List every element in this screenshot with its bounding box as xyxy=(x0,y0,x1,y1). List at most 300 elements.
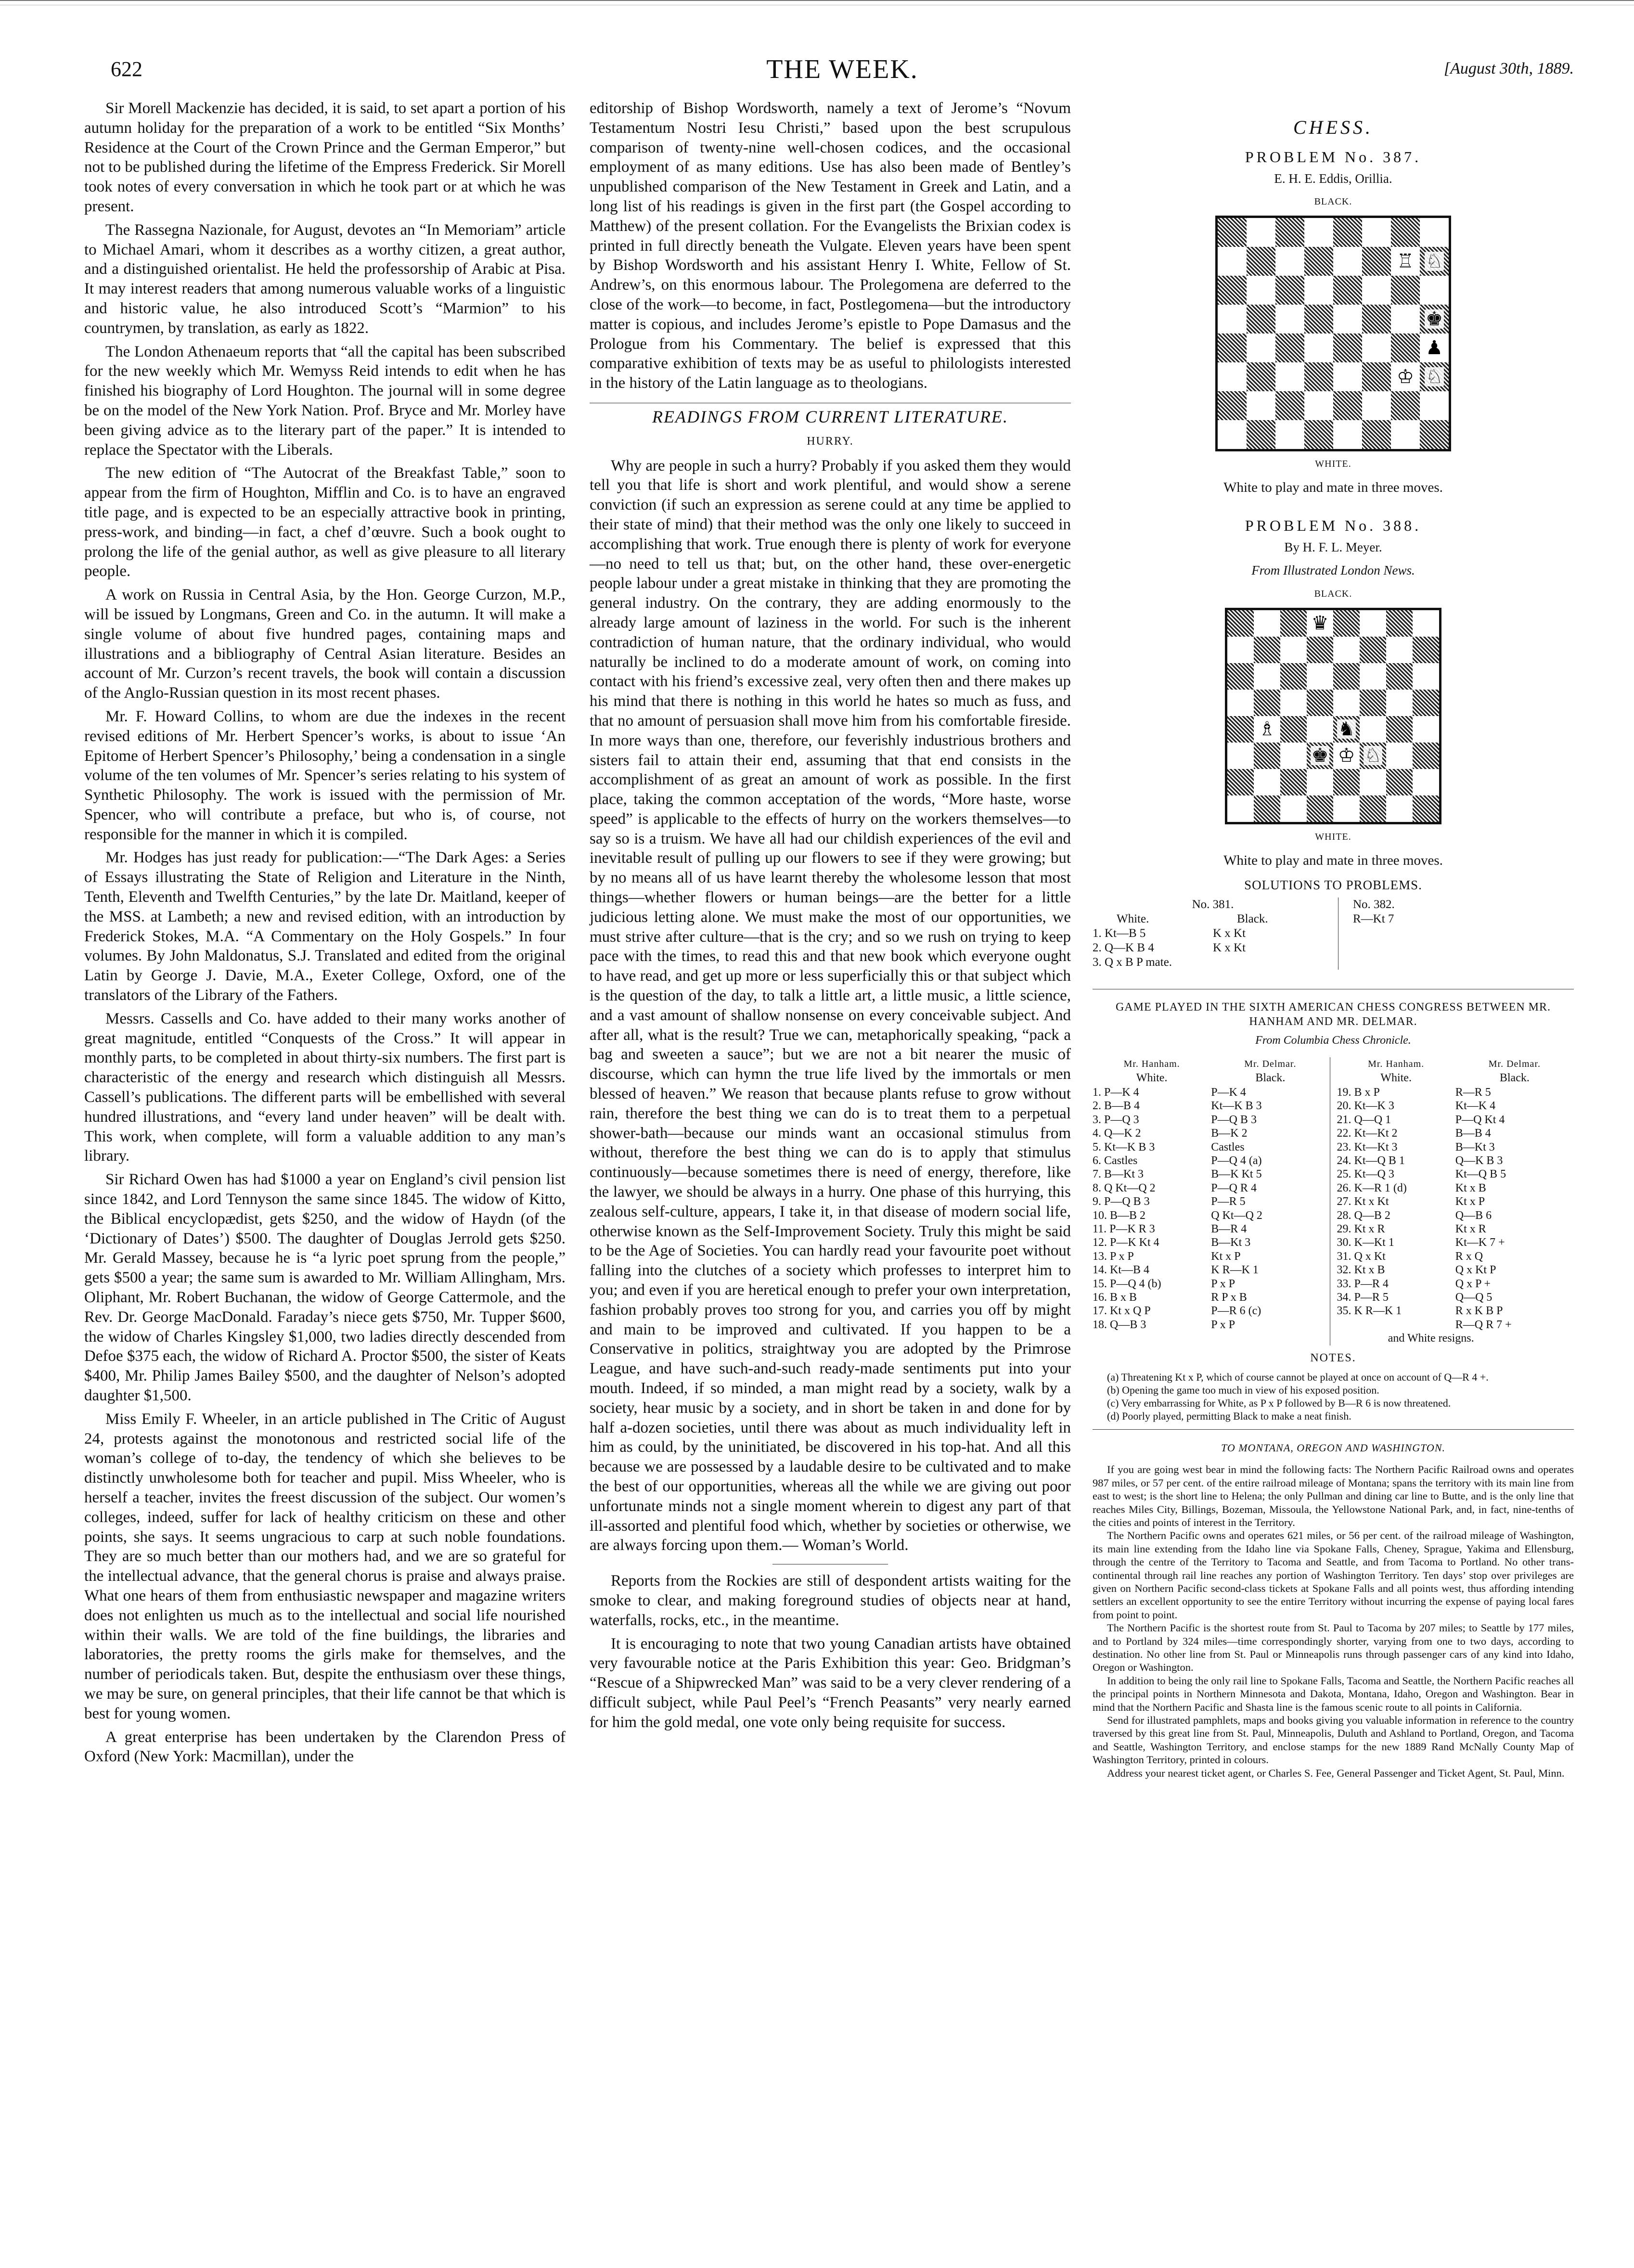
moves-white-2 xyxy=(1337,1057,1455,1345)
board-square xyxy=(1275,247,1304,276)
board-square xyxy=(1420,218,1449,247)
board-square xyxy=(1218,420,1247,449)
board-square xyxy=(1333,637,1360,663)
board-square xyxy=(1333,743,1360,769)
move: 32. Kt x B xyxy=(1337,1264,1385,1277)
paragraph-canadian-artists: It is encouraging to note that two young Canadian artists have obtained very favourable notice at the Paris Exhibition this year: Geo. Bridgman’s “Rescue of a Shipwrecked Man” was said to be a very clever rendering of a difficult subject, while Paul Peel’s “French Peasants” very nearly earned for him the gold medal, one vote only being requisite for success. xyxy=(590,1635,1071,1731)
white-bishop-icon: ♗ xyxy=(1258,718,1276,741)
solution-381 xyxy=(1093,897,1338,970)
board-square xyxy=(1413,610,1439,637)
move: R x Q xyxy=(1455,1250,1483,1263)
problem-387-author: E. H. E. Eddis, Orillia. xyxy=(1274,171,1392,186)
board-square xyxy=(1247,333,1275,362)
move: 29. Kt x R xyxy=(1337,1223,1385,1236)
move: Q x Kt P xyxy=(1455,1264,1496,1277)
board-square xyxy=(1386,743,1413,769)
board-square xyxy=(1254,610,1280,637)
advert-paragraph: The Northern Pacific is the shortest route from St. Paul to Tacoma by 207 miles; to Seattle by 177 miles, and to Portland by 324 miles—time correspondingly shorter, varying from one to two days, according to destination. No other line from St. Paul or Minneapolis runs through passenger cars of any kind into Idaho, Oregon or Washington. xyxy=(1093,1622,1574,1674)
note-c: (c) Very embarrassing for White, as P x P followed by B—R 6 is now threatened. xyxy=(1107,1397,1451,1409)
board-square xyxy=(1413,795,1439,822)
advert-heading: TO MONTANA, OREGON AND WASHINGTON. xyxy=(1093,1429,1574,1458)
board-square xyxy=(1218,391,1247,420)
board-square xyxy=(1280,743,1307,769)
note-b: (b) Opening the game too much in view of his exposed position. xyxy=(1107,1384,1379,1397)
board-square xyxy=(1420,362,1449,391)
move: 9. P—Q B 3 xyxy=(1093,1195,1150,1208)
black-move-list xyxy=(1211,1086,1329,1332)
board-square xyxy=(1333,391,1362,420)
paragraph-rassegna: The Rassegna Nazionale, for August, devotes an “In Memoriam” article to Michael Amari, whom it describes as a worthy citizen, a great author, and a distinguished orientalist. He held the professorship of Arabic at Pisa. It may interest readers that among numerous valuable works of a linguistic and historic value, he also introduced Scott’s “Marmion” to his countrymen, by translation, as early as 1822. xyxy=(84,221,566,337)
move: K R—K 1 xyxy=(1211,1264,1259,1277)
board-square xyxy=(1247,420,1275,449)
board-square xyxy=(1247,391,1275,420)
problem-388-author: By H. F. L. Meyer. xyxy=(1284,539,1382,554)
chess-heading: CHESS. xyxy=(1293,116,1373,138)
board-square xyxy=(1362,247,1391,276)
board-square xyxy=(1360,716,1386,743)
moves-white-1 xyxy=(1093,1057,1211,1345)
move: 15. P—Q 4 (b) xyxy=(1093,1277,1161,1290)
white-label: White. xyxy=(1380,1071,1412,1084)
move: R x K B P xyxy=(1455,1305,1503,1318)
board-square xyxy=(1391,276,1420,305)
section-heading-readings: READINGS FROM CURRENT LITERATURE. xyxy=(590,403,1071,427)
board-square xyxy=(1333,795,1360,822)
board-square xyxy=(1386,690,1413,716)
page-header xyxy=(111,54,1574,95)
solution-move-row xyxy=(1093,955,1333,970)
move: 25. Kt—Q 3 xyxy=(1337,1168,1394,1181)
move: 35. K R—K 1 xyxy=(1337,1305,1402,1318)
chess-board-388 xyxy=(1225,608,1441,824)
board-square xyxy=(1254,663,1280,690)
board-square xyxy=(1333,663,1360,690)
paragraph-owen: Sir Richard Owen has had $1000 a year on England’s civil pension list since 1842, and Lord Tennyson the same since 1845. The widow of Kitto, the Biblical encyclopædist, gets $250, and the widow of Haydn (of the ‘Dictionary of Dates’) $500. The daughter of Douglas Jerrold gets $250. Mr. Gerald Massey, because he is “a lyric poet sprung from the people,” gets $500 a year; the same sum is awarded to Mr. William Allingham, Mrs. Oliphant, Mr. Robert Buchanan, the widow of George Cattermole, and the Rev. Dr. George MacDonald. Faraday’s niece gets $750, Mr. Tupper $600, the widow of Charles Kingsley $1,000, two ladies directly descended from Defoe $375 each, the widow of Richard A. Proctor $500, the sister of Keats $400, Mr. Philip James Bailey $500, and the daughter of Nelson’s adopted daughter $1,500. xyxy=(84,1171,566,1404)
board-square xyxy=(1413,743,1439,769)
column-2 xyxy=(590,99,1071,1736)
move: 5. Kt—K B 3 xyxy=(1093,1140,1155,1153)
board-square xyxy=(1333,218,1362,247)
board-square xyxy=(1227,743,1254,769)
paragraph-mackenzie: Sir Morell Mackenzie has decided, it is said, to set apart a portion of his autumn holiday for the preparation of a work to be entitled “Six Months’ Residence at the Court of the Crown Prince and the German Emperor,” but not to be published during the lifetime of the Empress Frederick. Sir Morell took notes of every conversation in which he took part or at which he was present. xyxy=(84,100,566,215)
board-square xyxy=(1275,420,1304,449)
board-square xyxy=(1307,716,1333,743)
move: 18. Q—B 3 xyxy=(1093,1318,1146,1331)
move: P—Q Kt 4 xyxy=(1455,1113,1505,1126)
move: B—Kt 3 xyxy=(1211,1236,1251,1249)
board-square xyxy=(1333,276,1362,305)
board-square xyxy=(1254,795,1280,822)
solution-move: K x Kt xyxy=(1213,941,1246,955)
board-square xyxy=(1420,333,1449,362)
paragraph-athenaeum: The London Athenaeum reports that “all the capital has been subscribed for the new weekly which Mr. Wemyss Reid intends to edit when he has finished his biography of Lord Houghton. The journal will in some degree be on the model of the New York Nation. Prof. Bryce and Mr. Morley have been giving advice as to the literary part of the paper.” It is intended to replace the Spectator with the Liberals. xyxy=(84,343,566,459)
board-square xyxy=(1307,795,1333,822)
board-square xyxy=(1420,391,1449,420)
board-square xyxy=(1304,276,1333,305)
paragraph-curzon: A work on Russia in Central Asia, by the Hon. George Curzon, M.P., will be issued by Longmans, Green and Co. in the autumn. It will make a single volume of about five hundred pages, containing maps and illustrations and a bibliography of Central Asian literature. Besides an account of Mr. Curzon’s recent travels, the book will contain a discussion of the Anglo-Russian question in its most recent phases. xyxy=(84,586,566,702)
board-square xyxy=(1304,305,1333,333)
solution-move: 3. Q x B P mate. xyxy=(1093,956,1172,969)
paragraph-hurry: Why are people in such a hurry? Probably if you asked them they would tell you that life is short and work plentiful, and would show a serene conviction (if such an expression as serene could at any time be applied to their state of mind) that their method was the only one likely to succeed in accomplishing that work. True enough there is plenty of work for everyone—no need to tell us that; but, on the other hand, these over-energetic people labour under a great mistake in thinking that they are promoting the general industry. On the contrary, they are adding enormously to the already large amount of laziness in the world. For such is the inherent contradiction of human nature, that the ordinary individual, who would naturally be inclined to do a moderate amount of work, on coming into contact with his friend’s excessive zeal, very often then and there makes up his mind that there is nothing in this world he hates so much as fuss, and that no amount of persuasion shall move him from his comfortable fireside. In more ways than one, therefore, our feverishly industrious brothers and sisters fail to attain their end, assuming that that end consists in the accomplishment of as great an amount of work as possible. In the first place, taking the common acceptation of the words, “More haste, worse speed” is applicable to the effects of hurry on the workers themselves—to say so is a truism. We have all had our childish experiences of the evil and inevitable result of pulling up our flowers to see if they were growing; but by no means all of us have learnt thereby the wholesome lesson that most things—whether flowers or human beings—are the better for a little judicious letting alone. We must make the most of our opportunities, we must strive after culture—that is the cry; and so we rush on trying to keep pace with the times, to read this and that new book which everyone ought to have read, and get up more or less superficially this or that subject which is the question of the day, to talk a little art, a little music, a little science, and a vast amount of shallow nonsense on every conceivable subject. And after all, what is the result? True we can, metaphorically speaking, “pack a bag and sweeten a sauce”; but we are not a bit nearer the music of discourse, which can hymn the true life lived by the immortals or men blessed of heaven.” We reason that because plants refuse to grow without rain, therefore the best thing we can do is to treat them to a perpetual shower-bath—because our minds want an occasional stimulus from without, therefore the best thing we can do is to apply that stimulus continuously—because sometimes there is need of energy, therefore, like the lawyer, we should be always in a hurry. One phase of this hurrying, this zealous self-culture, appears, I take it, in that disease of modern social life, otherwise known as the Self-Improvement Society. Truly this might be said to be the Age of Societies. You can hardly read your favourite poet without falling into the clutches of a society which professes to interpret him to you; and even if you are heretical enough to prefer your own interpretation, fashion probably proves too strong for you, and carries you off by might and main to be improved and cultivated. If you happen to be a Conservative in politics, straightway you are adopted by the Primrose League, and have such-and-such ready-made sentiments put into your mouth. Indeed, if so minded, a man might read by a society, walk by a society, hear music by a society, and in short be taken in and done for by half a-dozen societies, until there was about as much individuality left in him as could, by the uninitiated, be discovered in his top-hat. And all this because we are possessed by a laudable desire to be cultivated and to make the best of our opportunities, whereas all the while we are giving out poor unfortunate minds not a single moment wherein to digest any part of that ill-assorted and plentiful food which, whether by societies or otherwise, we are always forcing upon them.— Woman’s World. xyxy=(590,457,1071,1554)
board-square xyxy=(1333,305,1362,333)
board-square xyxy=(1227,610,1254,637)
chess-board-387 xyxy=(1215,216,1451,451)
board-square xyxy=(1280,663,1307,690)
board-square xyxy=(1360,795,1386,822)
move: 22. Kt—Kt 2 xyxy=(1337,1127,1398,1140)
move: B—K 2 xyxy=(1211,1127,1248,1140)
paragraph-hodges: Mr. Hodges has just ready for publication:—“The Dark Ages: a Series of Essays illustrating the State of Religion and Literature in the Ninth, Tenth, Eleventh and Twelfth Centuries,” by the late Dr. Maitland, keeper of the MSS. at Lambeth; a new and revised edition, with an introduction by Frederick Stokes, M.A. “A Commentary on the Holy Gospels.” In four volumes. By John Maldonatus, S.J. Translated and edited from the original Latin by George J. Davie, M.A., Exeter College, Oxford, one of the translators of the Library of the Fathers. xyxy=(84,849,566,1004)
board-square xyxy=(1218,305,1247,333)
move: Q Kt—Q 2 xyxy=(1211,1209,1262,1222)
board-square xyxy=(1280,690,1307,716)
move: Kt x P xyxy=(1211,1250,1241,1263)
board-square xyxy=(1254,716,1280,743)
board-square xyxy=(1247,276,1275,305)
solution-381-number: No. 381. xyxy=(1192,898,1234,911)
move: 28. Q—B 2 xyxy=(1337,1209,1390,1222)
board-square xyxy=(1254,690,1280,716)
problem-388-title: PROBLEM No. 388. xyxy=(1245,516,1422,534)
board-square xyxy=(1304,247,1333,276)
white-label: White. xyxy=(1117,912,1149,926)
advert-paragraph: If you are going west bear in mind the following facts: The Northern Pacific Railroad owns and operates 987 miles, or 57 per cent. of the entire railroad mileage of Montana; spans the territory with its main line from east to west; is the short line to Helena; the only Pullman and dining car line to Butte, and is the only line that reaches Miles City, Billings, Bozeman, Missoula, the Yellowstone National Park, and, in fact, nine-tenths of the cities and points of interest in the Territory. xyxy=(1093,1463,1574,1528)
solution-move-row xyxy=(1093,941,1333,955)
board-square xyxy=(1247,218,1275,247)
problem-388-source: From Illustrated London News. xyxy=(1251,563,1415,578)
player-white-name: Mr. Hanham. xyxy=(1123,1059,1180,1070)
move: 8. Q Kt—Q 2 xyxy=(1093,1181,1156,1194)
move: Q—B 6 xyxy=(1455,1209,1492,1222)
advert-body xyxy=(1093,1463,1574,1780)
top-rule xyxy=(0,0,1634,5)
move: P x P xyxy=(1211,1318,1235,1331)
move: 33. P—R 4 xyxy=(1337,1277,1389,1290)
board-square xyxy=(1227,795,1254,822)
board-square xyxy=(1333,690,1360,716)
player-white-name: Mr. Hanham. xyxy=(1368,1059,1425,1070)
paragraph-collins: Mr. F. Howard Collins, to whom are due the indexes in the recent revised editions of Mr. Herbert Spencer’s works, is about to issue ‘An Epitome of Herbert Spencer’s Philosophy,’ being a condensation in a single volume of the ten volumes of Mr. Spencer’s series relating to his system of Synthetic Philosophy. The work is issued with the permission of Mr. Spencer, who will contribute a preface, but who is, of course, not responsible for the manner in which it is compiled. xyxy=(84,707,566,843)
board-square xyxy=(1360,637,1386,663)
board-square xyxy=(1362,391,1391,420)
board-square xyxy=(1227,637,1254,663)
move: 3. P—Q 3 xyxy=(1093,1113,1139,1126)
move: 20. Kt—K 3 xyxy=(1337,1100,1394,1113)
board-square xyxy=(1362,276,1391,305)
board-square xyxy=(1280,637,1307,663)
move: 31. Q x Kt xyxy=(1337,1250,1386,1263)
solution-381-moves xyxy=(1093,926,1333,970)
board-square xyxy=(1362,420,1391,449)
board-square xyxy=(1360,769,1386,795)
board-square xyxy=(1413,716,1439,743)
board-square xyxy=(1307,743,1333,769)
page-number: 622 xyxy=(111,57,142,81)
move: 17. Kt x Q P xyxy=(1093,1305,1151,1318)
moves-black-1 xyxy=(1211,1057,1330,1345)
move: 24. Kt—Q B 1 xyxy=(1337,1154,1405,1167)
move: P—Q B 3 xyxy=(1211,1113,1257,1126)
player-black-name: Mr. Delmar. xyxy=(1244,1059,1297,1070)
solution-382-number: No. 382. xyxy=(1353,898,1395,911)
board-square xyxy=(1360,690,1386,716)
board-square xyxy=(1413,769,1439,795)
board-square xyxy=(1420,420,1449,449)
move: B—R 4 xyxy=(1211,1223,1247,1236)
move: 30. K—Kt 1 xyxy=(1337,1236,1394,1249)
move: 19. B x P xyxy=(1337,1086,1380,1099)
note-d: (d) Poorly played, permitting Black to make a neat finish. xyxy=(1107,1410,1351,1422)
board-square xyxy=(1247,362,1275,391)
paragraph-wordsworth: editorship of Bishop Wordsworth, namely a text of Jerome’s “Novum Testamentum Nostri Iesu Christi,” based upon the best scrupulous comparison of twenty-nine well-chosen codices, and the occasional employment of as many editions. Use has also been made of Bentley’s unpublished comparison of the New Testament in Greek and Latin, and a long list of his readings is given in the first part (the Gospel according to Matthew) of the present collation. For the Evangelists the Brixian codex is printed in full directly beneath the Vulgate. Eleven years have been spent by Bishop Wordsworth and his assistant Henry I. White, Fellow of St. Andrew’s, on this enormous labour. The Prolegomena are deferred to the close of the work—to become, in fact, Postlegomena—but the introductory matter is copious, and includes Jerome’s epistle to Pope Damasus and the Prologue from his Commentary. The belief is expressed that this comparative exhibition of texts may be as useful to philologists interested in the history of the Latin language as to theologians. xyxy=(590,100,1071,392)
move: 12. P—K Kt 4 xyxy=(1093,1236,1159,1249)
board-square xyxy=(1391,305,1420,333)
board-square xyxy=(1391,420,1420,449)
solutions-heading: SOLUTIONS TO PROBLEMS. xyxy=(1244,877,1422,892)
solution-382-move: R—Kt 7 xyxy=(1353,912,1394,926)
black-knight-icon: ♞ xyxy=(1338,718,1355,741)
board-square xyxy=(1391,391,1420,420)
board-square xyxy=(1218,276,1247,305)
board-square xyxy=(1304,362,1333,391)
move: 14. Kt—B 4 xyxy=(1093,1264,1150,1277)
move: B—Kt 3 xyxy=(1455,1140,1495,1153)
black-label: Black. xyxy=(1237,912,1268,926)
problem-388-caption: White to play and mate in three moves. xyxy=(1223,852,1443,868)
white-move-list xyxy=(1337,1086,1455,1318)
board-square xyxy=(1333,610,1360,637)
board-square xyxy=(1254,637,1280,663)
move: 1. P—K 4 xyxy=(1093,1086,1139,1099)
notes-heading: NOTES. xyxy=(1310,1351,1356,1364)
move: P—Q 4 (a) xyxy=(1211,1154,1262,1167)
black-label: Black. xyxy=(1255,1071,1286,1084)
paragraph-clarendon: A great enterprise has been undertaken by the Clarendon Press of Oxford (New York: Macmillan), under the xyxy=(84,1728,566,1766)
board-square xyxy=(1360,663,1386,690)
board-square xyxy=(1275,391,1304,420)
board-square xyxy=(1304,333,1333,362)
problem-388-white-label: WHITE. xyxy=(1315,831,1351,842)
board-square xyxy=(1360,610,1386,637)
player-black-name: Mr. Delmar. xyxy=(1488,1059,1541,1070)
board-square xyxy=(1254,769,1280,795)
board-square xyxy=(1275,276,1304,305)
black-king-icon: ♚ xyxy=(1426,308,1443,331)
advert-paragraph: Send for illustrated pamphlets, maps and books giving you valuable information in reference to the country traversed by this great line from St. Paul, Minneapolis, Duluth and Ashland to Portland, Oregon, and Tacoma and Seattle, Washington Territory, and enclose stamps for the new 1889 Rand McNally County Map of Washington Territory, printed in colours. xyxy=(1093,1714,1574,1766)
black-queen-icon: ♛ xyxy=(1311,612,1329,635)
board-square xyxy=(1333,362,1362,391)
white-rook-icon: ♖ xyxy=(1397,250,1414,273)
note-a: (a) Threatening Kt x P, which of course cannot be played at once on account of Q—R 4 +. xyxy=(1107,1371,1489,1384)
game-moves xyxy=(1093,1057,1574,1345)
move: 26. K—R 1 (d) xyxy=(1337,1181,1407,1194)
board-square xyxy=(1247,247,1275,276)
move: P—R 6 (c) xyxy=(1211,1305,1261,1318)
board-square xyxy=(1307,610,1333,637)
move: Kt—K 4 xyxy=(1455,1100,1496,1113)
board-square xyxy=(1307,637,1333,663)
move: 23. Kt—Kt 3 xyxy=(1337,1140,1398,1153)
board-square xyxy=(1307,769,1333,795)
move: 6. Castles xyxy=(1093,1154,1138,1167)
black-label: Black. xyxy=(1499,1071,1530,1084)
board-square xyxy=(1218,247,1247,276)
move: 16. B x B xyxy=(1093,1291,1137,1304)
board-square xyxy=(1360,743,1386,769)
board-square xyxy=(1333,716,1360,743)
board-square xyxy=(1280,610,1307,637)
solution-382 xyxy=(1338,897,1574,970)
solution-move: K x Kt xyxy=(1213,927,1246,940)
board-square xyxy=(1254,743,1280,769)
board-square xyxy=(1307,690,1333,716)
board-square xyxy=(1333,247,1362,276)
move: Q—Q 5 xyxy=(1455,1291,1492,1304)
board-square xyxy=(1304,391,1333,420)
board-square xyxy=(1304,218,1333,247)
board-square xyxy=(1386,637,1413,663)
black-pawn-icon: ♟ xyxy=(1426,337,1443,359)
board-square xyxy=(1218,362,1247,391)
board-square xyxy=(1280,716,1307,743)
move: 27. Kt x Kt xyxy=(1337,1195,1389,1208)
board-square xyxy=(1333,769,1360,795)
move: 7. B—Kt 3 xyxy=(1093,1168,1144,1181)
game-source: From Columbia Chess Chronicle. xyxy=(1255,1034,1411,1047)
advert-paragraph: The Northern Pacific owns and operates 621 miles, or 56 per cent. of the railroad mileage of Washington, its main line extending from the Idaho line via Spokane Falls, Cheney, Sprague, Yakima and Ellensburg, through the centre of the Territory to Tacoma and Seattle, and from Tacoma to Portland. No other trans-continental through rail line reaches any portion of Washington Territory. Ten days’ stop over privileges are given on Northern Pacific second-class tickets at Spokane Falls and all points west, thus affording intending settlers an excellent opportunity to see the entire Territory without incurring the expense of paying local fares from point to point. xyxy=(1093,1529,1574,1621)
board-square xyxy=(1280,769,1307,795)
solution-move-row xyxy=(1093,926,1333,941)
board-square xyxy=(1391,362,1420,391)
problem-387-title: PROBLEM No. 387. xyxy=(1245,148,1422,166)
board-square xyxy=(1218,218,1247,247)
board-square xyxy=(1333,420,1362,449)
problem-388-black-label: BLACK. xyxy=(1314,589,1352,600)
white-knight-icon: ♘ xyxy=(1426,366,1443,388)
white-knight-icon: ♘ xyxy=(1426,250,1443,273)
black-move-list xyxy=(1455,1086,1574,1332)
game-result: and White resigns. xyxy=(1388,1332,1474,1345)
page-date: [August 30th, 1889. xyxy=(1443,60,1574,77)
board-square xyxy=(1227,716,1254,743)
advert-paragraph: In addition to being the only rail line to Spokane Falls, Tacoma and Seattle, the Northern Pacific reaches all the principal points in Northern Minnesota and Dakota, Montana, Idaho, Oregon and Washington. Bear in mind that the Northern Pacific and Shasta line is the famous scenic route to all points in California. xyxy=(1093,1674,1574,1713)
board-square xyxy=(1362,362,1391,391)
move: P—Q R 4 xyxy=(1211,1181,1257,1194)
move: B—B 4 xyxy=(1455,1127,1491,1140)
paragraph-wheeler: Miss Emily F. Wheeler, in an article published in The Critic of August 24, protests against the monotonous and restricted social life of the woman’s college of to-day, the tendency of which she believes to be distinctly unwholesome both for teacher and pupil. Miss Wheeler, who is herself a teacher, invites the freest discussion of the subject. Our women’s colleges, indeed, suffer for lack of healthy criticism on these and other points, she says. It seems ungracious to carp at such noble foundations. They are so much better than our mothers had, and we are so grateful for the intellectual advance, that the general chorus is praise and always praise. What one hears of them from enthusiastic newspaper and magazine writers does not enlighten us much as to the intellectual and social life nourished within their walls. We are told of the fine buildings, the libraries and laboratories, the pretty rooms the girls make for themselves, and the number of periodicals taken. But, despite the enthusiasm over these things, we may be sure, on general principles, that their life cannot be that which is best for young women. xyxy=(84,1410,566,1722)
move: 13. P x P xyxy=(1093,1250,1134,1263)
white-king-icon: ♔ xyxy=(1397,366,1414,388)
move: 4. Q—K 2 xyxy=(1093,1127,1141,1140)
article-heading-hurry: HURRY. xyxy=(807,435,854,448)
board-square xyxy=(1391,333,1420,362)
board-square xyxy=(1386,663,1413,690)
white-label: White. xyxy=(1136,1071,1168,1084)
move: Kt x P xyxy=(1455,1195,1485,1208)
board-square xyxy=(1391,247,1420,276)
board-square xyxy=(1420,276,1449,305)
move: R—Q R 7 + xyxy=(1455,1318,1512,1331)
black-king-icon: ♚ xyxy=(1311,744,1329,767)
board-square xyxy=(1307,663,1333,690)
paragraph-cassells: Messrs. Cassells and Co. have added to their many works another of great magnitude, entitled “Conquests of the Cross.” It will appear in monthly parts, to be completed in about thirty-six numbers. The first part is characteristic of the energy and research which distinguish all Messrs. Cassell’s publications. The different parts will be embellished with several hundred illustrations, and “every land under heaven” will be dealt with. This work, when complete, will form a valuable addition to any man’s library. xyxy=(84,1010,566,1165)
board-square xyxy=(1386,610,1413,637)
board-square xyxy=(1227,769,1254,795)
column-1 xyxy=(84,99,566,1770)
board-square xyxy=(1386,795,1413,822)
move: Kt—K 7 + xyxy=(1455,1236,1505,1249)
move: Kt x R xyxy=(1455,1223,1486,1236)
white-king-icon: ♔ xyxy=(1338,744,1355,767)
board-square xyxy=(1413,637,1439,663)
board-square xyxy=(1275,305,1304,333)
move: Kt—K B 3 xyxy=(1211,1100,1262,1113)
board-square xyxy=(1275,333,1304,362)
move: Castles xyxy=(1211,1140,1245,1153)
board-square xyxy=(1386,716,1413,743)
move: 21. Q—Q 1 xyxy=(1337,1113,1391,1126)
board-square xyxy=(1391,218,1420,247)
board-square xyxy=(1218,333,1247,362)
board-square xyxy=(1280,795,1307,822)
board-square xyxy=(1362,333,1391,362)
solution-381-header xyxy=(1093,912,1333,926)
solutions-block xyxy=(1093,897,1574,970)
advert-paragraph: Address your nearest ticket agent, or Charles S. Fee, General Passenger and Ticket Agent, St. Paul, Minn. xyxy=(1107,1767,1565,1779)
white-knight-icon: ♘ xyxy=(1364,744,1382,767)
board-square xyxy=(1362,218,1391,247)
solution-move: 2. Q—K B 4 xyxy=(1093,941,1154,955)
board-square xyxy=(1420,305,1449,333)
board-square xyxy=(1386,769,1413,795)
board-square xyxy=(1420,247,1449,276)
board-square xyxy=(1227,690,1254,716)
page-title: THE WEEK. xyxy=(766,54,918,84)
game-heading: GAME PLAYED IN THE SIXTH AMERICAN CHESS CONGRESS BETWEEN MR. HANHAM AND MR. DELMAR. xyxy=(1093,989,1574,1029)
board-square xyxy=(1227,663,1254,690)
move: 34. P—R 5 xyxy=(1337,1291,1389,1304)
move: R P x B xyxy=(1211,1291,1247,1304)
problem-387-caption: White to play and mate in three moves. xyxy=(1223,479,1443,495)
move: Kt x B xyxy=(1455,1181,1486,1194)
board-square xyxy=(1275,362,1304,391)
move: 2. B—B 4 xyxy=(1093,1100,1140,1113)
solution-move: 1. Kt—B 5 xyxy=(1093,927,1146,940)
move: Kt—Q B 5 xyxy=(1455,1168,1506,1181)
board-square xyxy=(1304,420,1333,449)
problem-387-white-label: WHITE. xyxy=(1315,459,1351,470)
board-square xyxy=(1247,305,1275,333)
move: P x P xyxy=(1211,1277,1235,1290)
problem-387-black-label: BLACK. xyxy=(1314,196,1352,207)
column-3 xyxy=(1093,99,1574,1780)
board-square xyxy=(1413,690,1439,716)
paragraph-rockies: Reports from the Rockies are still of despondent artists waiting for the smoke to clear, and making foreground studies of objects near at hand, waterfalls, rocks, etc., in the meantime. xyxy=(590,1572,1071,1629)
move: R—R 5 xyxy=(1455,1086,1491,1099)
move: P—R 5 xyxy=(1211,1195,1246,1208)
move: B—K Kt 5 xyxy=(1211,1168,1262,1181)
board-square xyxy=(1333,333,1362,362)
move: P—K 4 xyxy=(1211,1086,1246,1099)
move: 10. B—B 2 xyxy=(1093,1209,1146,1222)
board-square xyxy=(1362,305,1391,333)
board-square xyxy=(1413,663,1439,690)
white-move-list xyxy=(1093,1086,1211,1332)
move: 11. P—K R 3 xyxy=(1093,1223,1155,1236)
board-square xyxy=(1275,218,1304,247)
paragraph-autocrat: The new edition of “The Autocrat of the Breakfast Table,” soon to appear from the firm of Houghton, Mifflin and Co. is to have an engraved title page, and is expected to be an especially attractive book in printing, press-work, and binding—in fact, a chef d’œuvre. Such a book ought to prolong the life of the genial author, as well as give pleasure to all literary people. xyxy=(84,464,566,580)
move: Q—K B 3 xyxy=(1455,1154,1503,1167)
